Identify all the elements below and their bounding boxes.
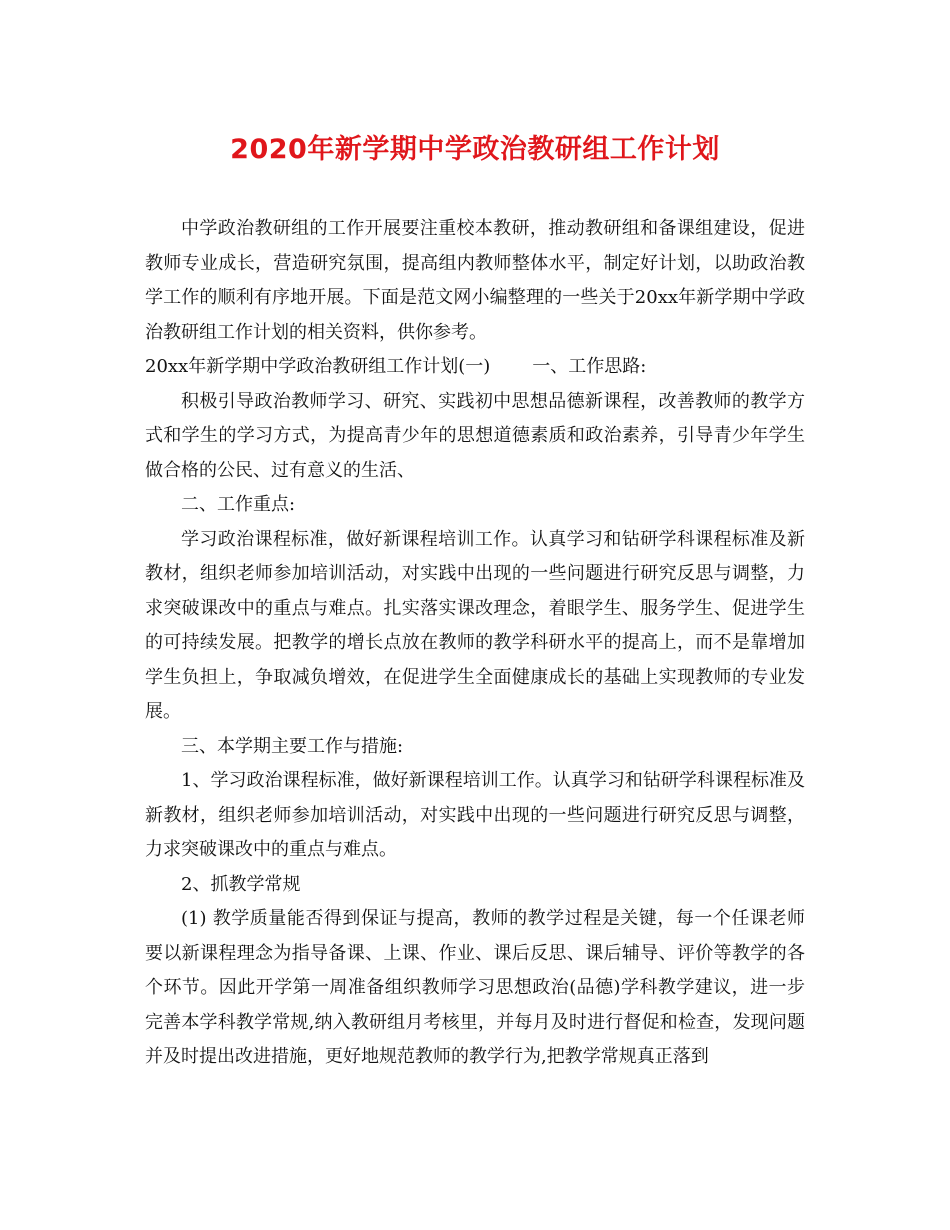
item2-sub1-paragraph: (1) 教学质量能否得到保证与提高，教师的教学过程是关键，每一个任课老师要以新课程理念为指导备课、上课、作业、课后反思、课后辅导、评价等教学的各个环节。因此开学第一周准备组织教师学习思想政治(品德)学科教学建议，进一步完善本学科教学常规,纳入教研组月考核里，并每月及时进行督促和检查，发现问题并及时提出改进措施，更好地规范教师的教学行为,把教学常规真正落到	[145, 908, 805, 1067]
section1-paragraph: 积极引导政治教师学习、研究、实践初中思想品德新课程，改善教师的教学方式和学生的学习方式，为提高青少年的思想道德素质和政治素养，引导青少年学生做合格的公民、过有意义的生活、	[145, 390, 805, 481]
document-body	[145, 212, 805, 1075]
item2-heading: 2、抓教学常规	[181, 873, 301, 895]
section1-heading: 一、工作思路:	[532, 356, 647, 377]
document-title: 2020年新学期中学政治教研组工作计划	[230, 134, 720, 165]
plan-heading-line	[145, 350, 805, 385]
plan-heading: 20xx年新学期中学政治教研组工作计划(一)	[145, 356, 491, 377]
intro-paragraph: 中学政治教研组的工作开展要注重校本教研，推动教研组和备课组建设，促进教师专业成长，营造研究氛围，提高组内教师整体水平，制定好计划，以助政治教学工作的顺利有序地开展。下面是范文网小编整理的一些关于20xx年新学期中学政治教研组工作计划的相关资料，供你参考。	[145, 218, 805, 343]
section2-heading: 二、工作重点:	[181, 494, 296, 515]
section3-heading: 三、本学期主要工作与措施:	[181, 735, 404, 757]
item1-paragraph: 1、学习政治课程标准，做好新课程培训工作。认真学习和钻研学科课程标准及新教材，组织老师参加培训活动，对实践中出现的一些问题进行研究反思与调整，力求突破课改中的重点与难点。	[145, 770, 805, 860]
section2-paragraph: 学习政治课程标准，做好新课程培训工作。认真学习和钻研学科课程标准及新教材，组织老师参加培训活动，对实践中出现的一些问题进行研究反思与调整，力求突破课改中的重点与难点。扎实落实课改理念，着眼学生、服务学生、促进学生的可持续发展。把教学的增长点放在教师的教学科研水平的提高上，而不是靠增加学生负担上，争取减负增效，在促进学生全面健康成长的基础上实现教师的专业发展。	[145, 528, 805, 722]
